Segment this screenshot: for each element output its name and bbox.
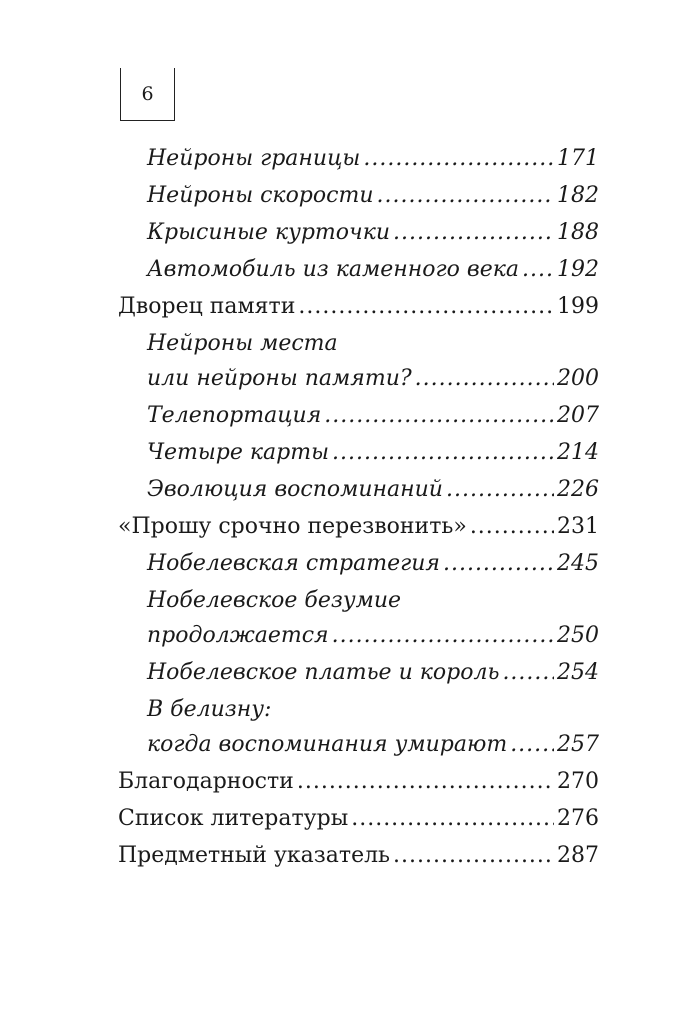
toc-entry-title-line2: или нейроны памяти? (147, 366, 412, 391)
toc-entry (118, 327, 599, 396)
toc-entry-page: 188 (557, 220, 599, 245)
toc-leader-dots (363, 142, 554, 176)
toc-entry-title-line1: В белизну: (147, 697, 272, 722)
toc-entry (118, 656, 599, 693)
toc-entry (118, 253, 599, 290)
toc-entry (118, 436, 599, 473)
toc-entry (118, 802, 599, 839)
toc-entry-page: 270 (557, 769, 599, 794)
toc-entry-page: 171 (557, 146, 599, 171)
toc-entry-title: «Прошу срочно перезвонить» (118, 514, 467, 539)
toc-leader-dots (510, 728, 554, 762)
toc-entry-title-line1: Нейроны места (147, 331, 338, 356)
toc-entry (118, 584, 599, 653)
toc-leader-dots (522, 253, 554, 287)
toc-entry-title: Нобелевское платье и король (147, 660, 500, 685)
toc-entry (118, 839, 599, 876)
toc-entry-title: Эволюция воспоминаний (147, 477, 443, 502)
toc-entry-page: 254 (557, 660, 599, 685)
toc-entry (118, 399, 599, 436)
toc-entry-page: 276 (557, 806, 599, 831)
toc-entry-title: Список литературы (118, 806, 349, 831)
toc-leader-dots (377, 179, 555, 213)
toc-entry-page: 245 (557, 551, 599, 576)
toc-entry-title-line2: продолжается (147, 623, 329, 648)
toc-entry-title-line1: Нобелевское безумие (147, 588, 402, 613)
toc-entry-title-line2: когда воспоминания умирают (147, 732, 508, 757)
toc-leader-dots (351, 802, 554, 836)
toc-leader-dots (298, 290, 554, 324)
toc-leader-dots (297, 765, 554, 799)
toc-entry-page: 192 (557, 257, 599, 282)
toc-entry-title: Предметный указатель (118, 843, 391, 868)
toc-entry (118, 142, 599, 179)
toc-entry (118, 547, 599, 584)
toc-leader-dots (446, 473, 554, 507)
toc-entry (118, 473, 599, 510)
toc-entry-title: Дворец памяти (118, 294, 296, 319)
toc-entry (118, 693, 599, 762)
toc-entry-page: 287 (557, 843, 599, 868)
toc-entry-page: 199 (557, 294, 599, 319)
toc-entry-page: 226 (557, 477, 599, 502)
toc-entry-page: 257 (557, 732, 599, 757)
page-number: 6 (120, 68, 175, 121)
toc-entry-title: Автомобиль из каменного века (147, 257, 519, 282)
toc-leader-dots (324, 399, 554, 433)
toc-entry-page: 182 (557, 183, 599, 208)
toc-entry-title: Благодарности (118, 769, 294, 794)
toc-entry (118, 290, 599, 327)
toc-entry-title: Телепортация (147, 403, 322, 428)
toc-leader-dots (443, 547, 554, 581)
toc-entry (118, 510, 599, 547)
toc-entry (118, 179, 599, 216)
table-of-contents (118, 142, 599, 876)
toc-entry-page: 200 (557, 366, 599, 391)
toc-entry (118, 216, 599, 253)
toc-entry-title: Нейроны скорости (147, 183, 374, 208)
toc-leader-dots (393, 839, 554, 873)
toc-entry-page: 214 (557, 440, 599, 465)
toc-leader-dots (415, 362, 554, 396)
toc-leader-dots (502, 656, 554, 690)
toc-leader-dots (332, 619, 554, 653)
toc-leader-dots (470, 510, 554, 544)
toc-entry-title: Нобелевская стратегия (147, 551, 440, 576)
toc-entry-page: 250 (557, 623, 599, 648)
toc-entry-title: Четыре карты (147, 440, 330, 465)
toc-entry (118, 765, 599, 802)
toc-entry-page: 207 (557, 403, 599, 428)
toc-entry-page: 231 (557, 514, 599, 539)
toc-entry-title: Крысиные курточки (147, 220, 391, 245)
toc-leader-dots (332, 436, 554, 470)
toc-entry-title: Нейроны границы (147, 146, 361, 171)
toc-leader-dots (393, 216, 554, 250)
